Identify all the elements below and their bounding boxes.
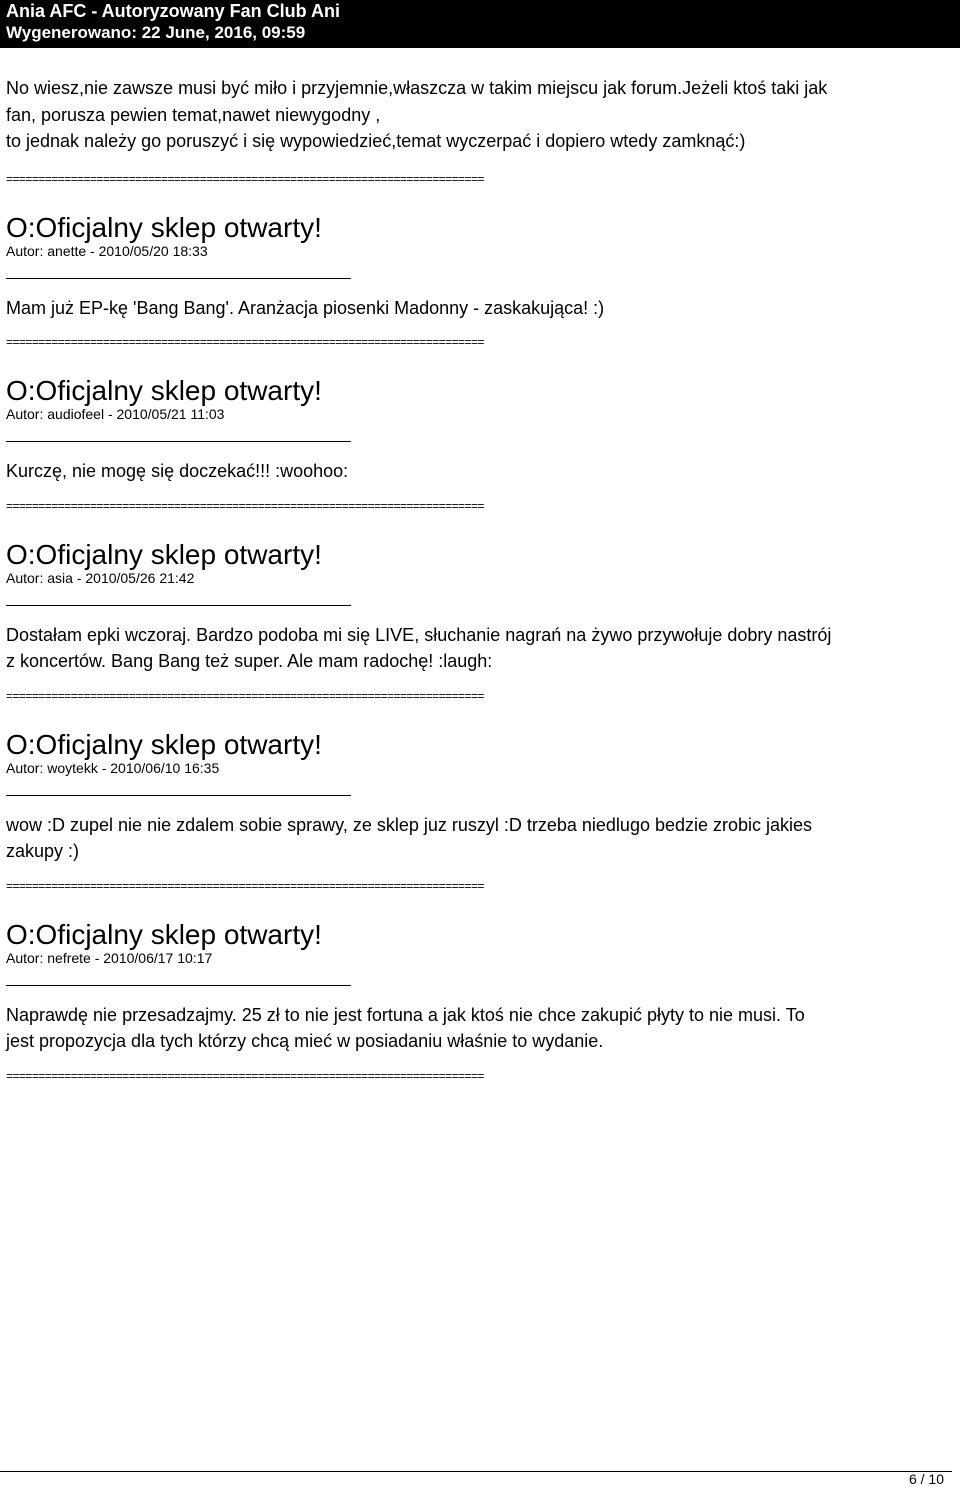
post-author-date: Autor: audiofeel - 2010/05/21 11:03: [6, 406, 225, 422]
post: [6, 540, 952, 703]
post: [6, 920, 952, 1083]
post: [6, 376, 952, 513]
post-separator: ==========================================================================: [6, 498, 484, 513]
page-number: 6 / 10: [908, 1471, 944, 1487]
post-author-date: Autor: woytekk - 2010/06/10 16:35: [6, 759, 220, 776]
body-line: Naprawdę nie przesadzajmy. 25 zł to nie jest fortuna a jak ktoś nie chce zakupić płyty to nie musi. To: [6, 1004, 805, 1025]
post-title: O:Oficjalny sklep otwarty!: [6, 375, 322, 406]
page-header: [0, 0, 960, 48]
post-author-date: Autor: nefrete - 2010/06/17 10:17: [6, 949, 213, 966]
post-title: O:Oficjalny sklep otwarty!: [6, 728, 322, 760]
post-separator: ==========================================================================: [6, 335, 484, 349]
body-line: zakupy :): [6, 841, 80, 861]
body-line: wow :D zupel nie nie zdalem sobie sprawy, ze sklep juz ruszyl :D trzeba niedlugo bedzie zrobic jakies: [6, 814, 813, 835]
post-separator: ==========================================================================: [6, 171, 484, 186]
body-line: No wiesz,nie zawsze musi być miło i przyjemnie,właszcza w takim miejscu jak forum.Jeżeli ktoś taki jak: [6, 78, 828, 98]
site-title: Ania AFC - Autoryzowany Fan Club Ani: [6, 1, 340, 21]
post-title: O:Oficjalny sklep otwarty!: [6, 918, 322, 950]
footer-rule: [0, 1471, 952, 1472]
post: [6, 213, 952, 350]
body-line: z koncertów. Bang Bang też super. Ale mam radochę! :laugh:: [6, 651, 493, 671]
post-separator: ==========================================================================: [6, 1068, 484, 1083]
body-line: Mam już EP-kę 'Bang Bang'. Aranżacja piosenki Madonny - zaskakująca! :): [6, 297, 605, 318]
thread-content: [6, 75, 952, 1083]
body-line: to jednak należy go poruszyć i się wypowiedzieć,temat wyczerpać i dopiero wtedy zamknąć:): [6, 131, 746, 151]
post-title: O:Oficjalny sklep otwarty!: [6, 211, 322, 243]
post-author-date: Autor: anette - 2010/05/20 18:33: [6, 242, 208, 259]
post-separator: ==========================================================================: [6, 878, 484, 893]
body-line: Kurczę, nie mogę się doczekać!!! :woohoo:: [6, 461, 349, 481]
intro-post-body: [6, 75, 952, 155]
post-separator: ==========================================================================: [6, 688, 484, 703]
post-author-date: Autor: asia - 2010/05/26 21:42: [6, 569, 195, 586]
body-line: Dostałam epki wczoraj. Bardzo podoba mi się LIVE, słuchanie nagrań na żywo przywołuje dobry nastrój: [6, 624, 832, 645]
post-title: O:Oficjalny sklep otwarty!: [6, 538, 322, 570]
body-line: jest propozycja dla tych którzy chcą mieć w posiadaniu właśnie to wydanie.: [6, 1031, 604, 1051]
body-line: fan, porusza pewien temat,nawet niewygodny ,: [6, 104, 381, 125]
generated-date: Wygenerowano: 22 June, 2016, 09:59: [6, 23, 306, 42]
post: [6, 730, 952, 893]
